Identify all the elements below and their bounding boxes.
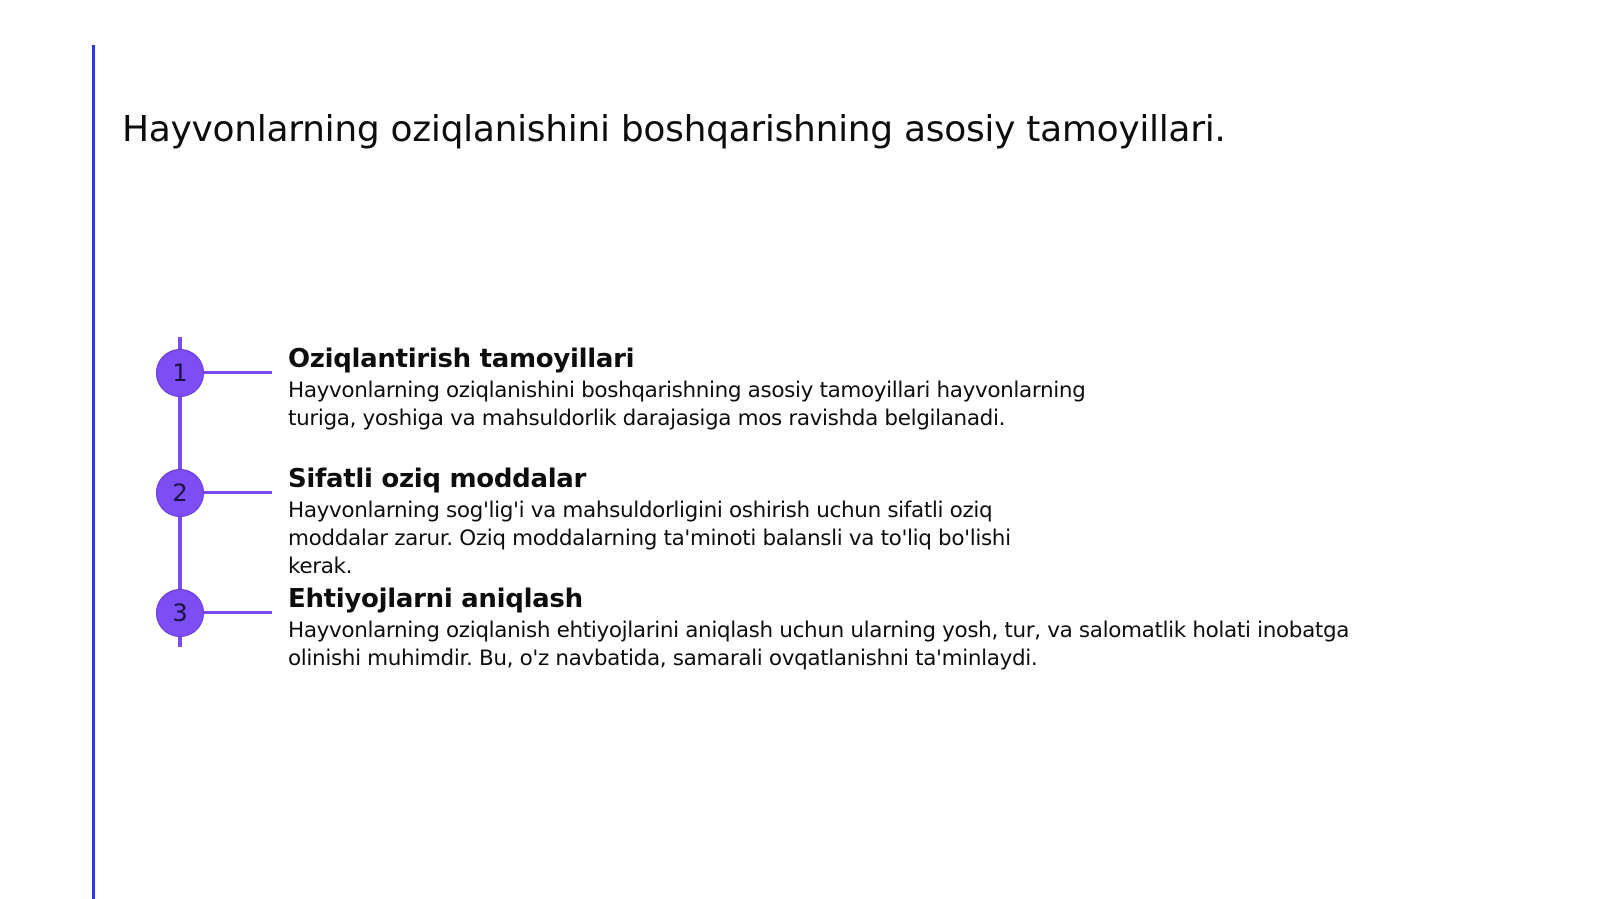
step-1-connector: [200, 371, 272, 374]
slide-title: Hayvonlarning oziqlanishini boshqarishning asosiy tamoyillari.: [122, 109, 1226, 150]
step-2-connector: [200, 491, 272, 494]
step-2-heading: Sifatli oziq moddalar: [288, 464, 587, 494]
step-1-number: 1: [172, 359, 188, 387]
step-3: [288, 583, 1428, 673]
step-1-number-badge: [156, 349, 204, 397]
step-2-number: 2: [172, 479, 188, 507]
step-3-text: Hayvonlarning oziqlanish ehtiyojlarini aniqlash uchun ularning yosh, tur, va salomatlik holati inobatga olinishi muhimdir. Bu, o'z navbatida, samarali ovqatlanishni ta'minlaydi.: [288, 618, 1350, 671]
step-1: [288, 343, 1088, 433]
step-3-heading: Ehtiyojlarni aniqlash: [288, 584, 583, 614]
step-3-number: 3: [172, 599, 188, 627]
step-2-number-badge: [156, 469, 204, 517]
step-3-connector: [200, 611, 272, 614]
step-3-number-badge: [156, 589, 204, 637]
step-2-text: Hayvonlarning sog'lig'i va mahsuldorligini oshirish uchun sifatli oziq moddalar zarur. Oziq moddalarning ta'minoti balansli va to'liq bo'lishi kerak.: [288, 498, 1011, 579]
step-2: [288, 463, 1068, 581]
step-1-text: Hayvonlarning oziqlanishini boshqarishning asosiy tamoyillari hayvonlarning turiga, yoshiga va mahsuldorlik darajasiga mos ravishda belgilanadi.: [288, 378, 1086, 431]
step-1-heading: Oziqlantirish tamoyillari: [288, 344, 635, 374]
